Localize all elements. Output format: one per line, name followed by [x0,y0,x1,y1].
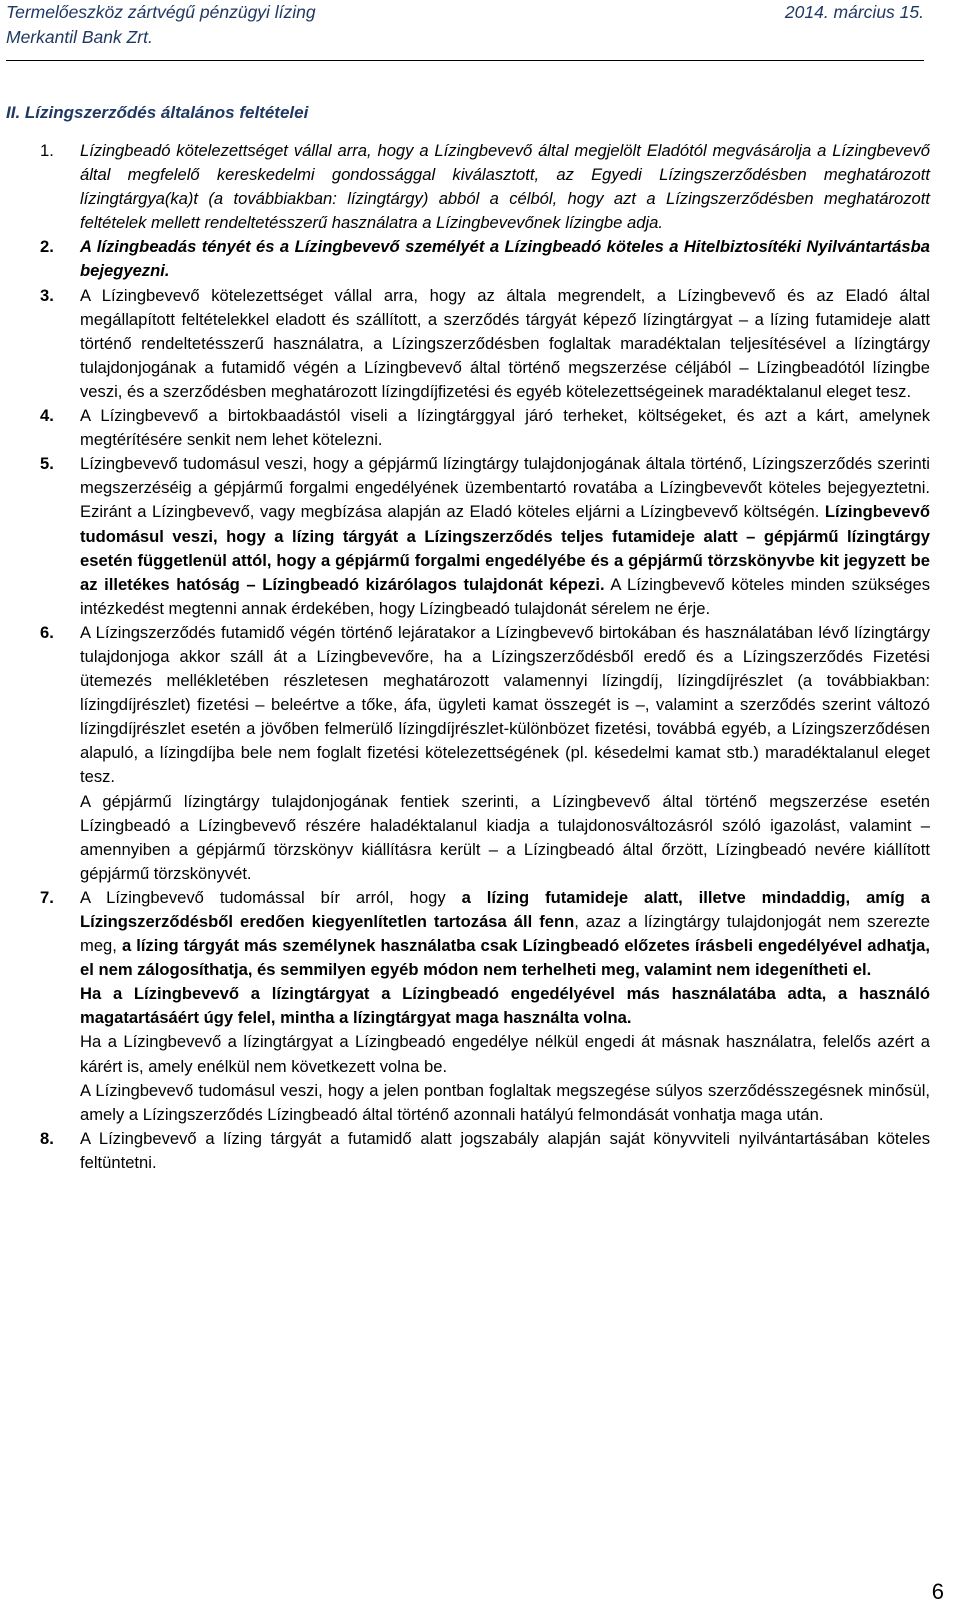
item-paragraph: Ha a Lízingbevevő a lízingtárgyat a Lízingbeadó engedélyével más használatába adta, a használó magatartásáért úgy felel, mintha a lízingtárgyat maga használta volna. [80,984,930,1028]
item-paragraph: A Lízingbevevő tudomásul veszi, hogy a jelen pontban foglaltak megszegése súlyos szerződésszegésnek minősül, amely a Lízingszerződés Lízingbeadó által történő azonnali hatályú felmondását vonhatja maga után. [80,1080,930,1124]
item-paragraph [80,886,930,982]
item-number: 4. [40,406,54,426]
header-company: Merkantil Bank Zrt. [6,27,153,47]
header-row-2 [6,25,924,50]
item-number: 2. [40,237,54,257]
item-text: A lízingbeadás tényét és a Lízingbevevő személyét a Lízingbeadó köteles a Hitelbiztosítéki Nyilvántartásba bejegyezni. [80,237,930,281]
item-number: 3. [40,285,54,305]
item-text [80,452,930,621]
item-number: 7. [40,887,54,907]
item-text-part: , azaz a lízingtárgy tulajdonjogát nem szerezte meg, [80,912,930,956]
list-item-4 [40,404,930,452]
item-text-bold: Lízingbevevő tudomásul veszi, hogy a lízing tárgyát a Lízingszerződés teljes futamideje alatt – gépjármű lízingtárgy esetén függetlenül attól, hogy a gépjármű forgalmi engedélyébe és a gépjármű törzskönyvbe kit jegyzett be az illetékes hatóság – Lízingbeadó kizárólagos tulajdonát képezi. [80,502,930,594]
list-item-5 [40,452,930,621]
header-divider [6,60,924,61]
list-item-7 [40,886,930,1127]
item-paragraph: A Lízingszerződés futamidő végén történő lejáratakor a Lízingbevevő birtokában és használatában lévő lízingtárgy tulajdonjoga akkor száll át a Lízingbevevőre, ha a Lízingszerződésből eredő és a Lízingszerződés Fizetési ütemezés mellékletében részletesen meghatározott valamennyi lízingdíj, lízingdíjrészlet (a továbbiakban: lízingdíjrészlet) fizetési – beleértve a tőke, áfa, ügyleti kamat összegét is –, valamint a szerződés szerint változó lízingdíjrészlet esetén a jövőben felmerülő lízingdíjrészlet-különbözet fizetési, továbbá egyéb, a Lízingszerződésen alapuló, a lízingdíjba bele nem foglalt fizetési kötelezettségének (pl. késedelmi kamat stb.) maradéktalanul eleget tesz. [80,622,930,787]
section-title: II. Lízingszerződés általános feltételei [6,103,309,122]
item-text: Lízingbeadó kötelezettséget vállal arra, hogy a Lízingbevevő által megjelölt Eladótól megvásárolja a Lízingbevevő által megfelelő kereskedelmi gondossággal kiválasztott, az Egyedi Lízingszerződésben meghatározott lízingtárgya(ka)t (a továbbiakban: lízingtárgy) abból a célból, hogy azt a Lízingszerződésben meghatározott feltételek mellett rendeltetésszerű használatra a Lízingbevevőnek lízingbe adja. [80,141,930,233]
header-document-title: Termelőeszköz zártvégű pénzügyi lízing [6,2,316,22]
list-item-2 [40,235,930,283]
item-text-bold: a lízing tárgyát más személynek használatba csak Lízingbeadó előzetes írásbeli engedélyével adhatja, el nem zálogosíthatja, és semmilyen egyéb módon nem terhelheti meg, valamint nem idegenítheti el. [80,936,930,980]
item-text: A Lízingbevevő a lízing tárgyát a futamidő alatt jogszabály alapján saját könyvviteli nyilvántartásában köteles feltüntetni. [80,1128,930,1172]
page-number: 6 [931,1579,944,1604]
item-number: 8. [40,1128,54,1148]
item-text-bold: a lízing futamideje alatt, illetve mindaddig, amíg a Lízingszerződésből eredően kiegyenlítetlen tartozása áll fenn [80,887,930,931]
item-number: 6. [40,622,54,642]
header-row-1 [6,0,924,25]
item-number: 5. [40,454,54,474]
item-text: A Lízingbevevő a birtokbaadástól viseli a lízingtárggyal járó terheket, költségeket, és azt a kárt, amelynek megtérítésére senkit nem lehet kötelezni. [80,406,930,450]
list-item-3 [40,284,930,404]
list-item-8 [40,1127,930,1175]
item-text [80,621,930,886]
page-header [6,0,924,61]
document-body [40,139,930,1175]
list-item-1 [40,139,930,235]
item-text: A Lízingbevevő kötelezettséget vállal arra, hogy az általa megrendelt, a Lízingbevevő és az Eladó által megállapított feltételekkel eladott és szállított, a szerződés tárgyát képező lízingtárgyat – a lízing futamideje alatt történő rendeltetésszerű használatra, a Lízingszerződésben foglaltak maradéktalan teljesítésével a lízingtárgy tulajdonjogának a futamidő végén a Lízingbevevő által történő megszerzése céljából – Lízingbeadótól lízingbe veszi, és a szerződésben meghatározott lízingdíjfizetési és egyéb kötelezettségeinek maradéktalanul eleget tesz. [80,285,930,401]
header-date: 2014. március 15. [784,2,924,22]
item-text-part: Lízingbevevő tudomásul veszi, hogy a gépjármű lízingtárgy tulajdonjogának általa történő, Lízingszerződés szerinti megszerzéséig a gépjármű forgalmi engedélyének üzembentartó rovatába a Lízingbevevőt köteles bejegyeztetni. Eziránt a Lízingbevevő, vagy megbízása alapján az Eladó köteles eljárni a Lízingbevevő költségén. [80,454,930,522]
item-text [80,886,930,1127]
item-text-part: A Lízingbevevő köteles minden szükséges intézkedést megtenni annak érdekében, hogy Lízingbeadó tulajdonát sérelem ne érje. [80,574,930,618]
item-paragraph: Ha a Lízingbevevő a lízingtárgyat a Lízingbeadó engedélye nélkül engedi át másnak használatra, felelős azért a kárért is, amely enélkül nem következett volna be. [80,1032,930,1076]
item-text-part: A Lízingbevevő tudomással bír arról, hogy [80,887,462,907]
item-paragraph: A gépjármű lízingtárgy tulajdonjogának fentiek szerinti, a Lízingbevevő által történő megszerzése esetén Lízingbeadó a Lízingbevevő részére haladéktalanul kiadja a tulajdonosváltozásról szóló igazolást, valamint – amennyiben a gépjármű törzskönyv kiállításra került – a Lízingbeadó által őrzött, Lízingbeadó nevére kiállított gépjármű törzskönyvét. [80,791,930,883]
item-number: 1. [40,141,54,160]
list-item-6 [40,621,930,886]
